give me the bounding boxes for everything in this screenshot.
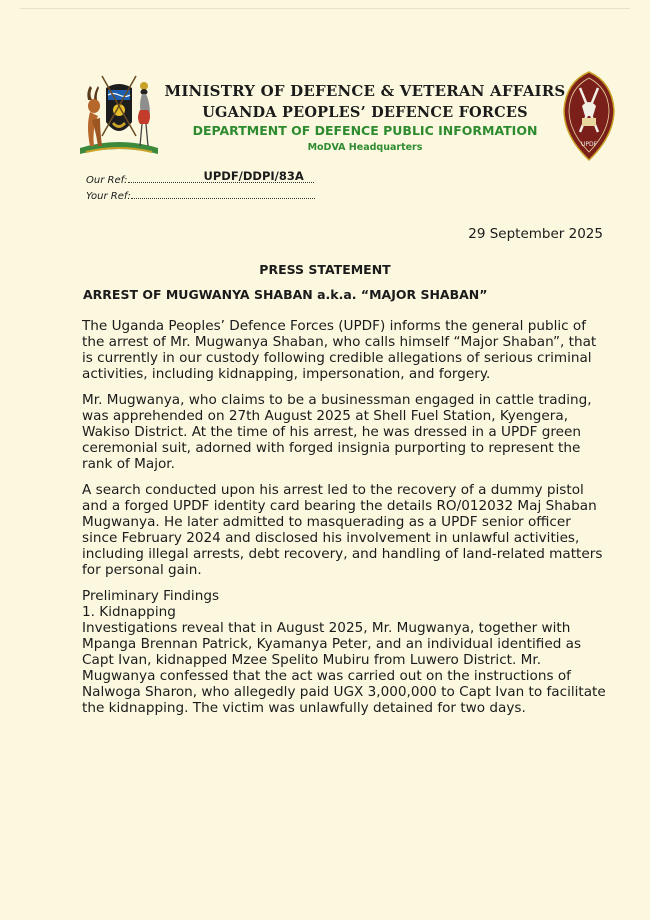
- finding-1-heading: 1. Kidnapping: [82, 604, 176, 620]
- uganda-coat-of-arms-icon: [76, 66, 162, 158]
- updf-badge-icon: [560, 70, 618, 166]
- paragraph-2: Mr. Mugwanya, who claims to be a businessman engaged in cattle trading, was apprehended on 27th August 2025 at Shell Fuel Station, Kyengera, Wakiso District. At the time of his arrest, he was dressed in a UPDF green ceremonial suit, adorned with forged insignia purporting to represent the rank of Major.: [82, 392, 592, 472]
- findings-heading: Preliminary Findings: [82, 588, 220, 604]
- paragraph-3: A search conducted upon his arrest led to the recovery of a dummy pistol and a forged UPDF identity card bearing the details RO/012032 Maj Shaban Mugwanya. He later admitted to masquerading as a UPDF senior officer since February 2024 and disclosed his involvement in unlawful activities, including illegal arrests, debt recovery, and handling of land-related matters for personal gain.: [82, 482, 603, 578]
- ministry-title: MINISTRY OF DEFENCE & VETERAN AFFAIRS: [164, 82, 566, 100]
- statement-date: 29 September 2025: [468, 226, 603, 242]
- your-ref-label: Your Ref:: [86, 191, 131, 202]
- badge-text: UPDF: [580, 141, 598, 148]
- paragraph-1: The Uganda Peoples’ Defence Forces (UPDF) informs the general public of the arrest of Mr. Mugwanya Shaban, who calls himself “Major Shaban”, that is currently in our custody following credible allegations of serious criminal activities, including kidnapping, impersonation, and forgery.: [82, 318, 597, 382]
- our-ref-value: UPDF/DDPI/83A: [203, 169, 304, 183]
- our-ref-dotted-field: [128, 169, 314, 183]
- your-ref-line: [86, 188, 315, 202]
- statement-body: [82, 318, 606, 716]
- department-title: DEPARTMENT OF DEFENCE PUBLIC INFORMATION: [192, 123, 538, 138]
- our-ref-label: Our Ref:: [86, 175, 128, 186]
- top-rule: [20, 8, 630, 9]
- press-statement-title: PRESS STATEMENT: [259, 262, 391, 277]
- hq-subtitle: MoDVA Headquarters: [307, 142, 423, 153]
- statement-subject: ARREST OF MUGWANYA SHABAN a.k.a. “MAJOR SHABAN”: [83, 287, 488, 302]
- our-ref-line: [86, 169, 314, 186]
- forces-title: UGANDA PEOPLES’ DEFENCE FORCES: [202, 104, 528, 121]
- your-ref-dotted-field: [131, 188, 315, 199]
- finding-1-text: Investigations reveal that in August 2025, Mr. Mugwanya, together with Mpanga Brennan Patrick, Kyamanya Peter, and an individual identified as Capt Ivan, kidnapped Mzee Spelito Mubiru from Luwero District. Mr. Mugwanya confessed that the act was carried out on the instructions of Nalwoga Sharon, who allegedly paid UGX 3,000,000 to Capt Ivan to facilitate the kidnapping. The victim was unlawfully detained for two days.: [82, 620, 606, 716]
